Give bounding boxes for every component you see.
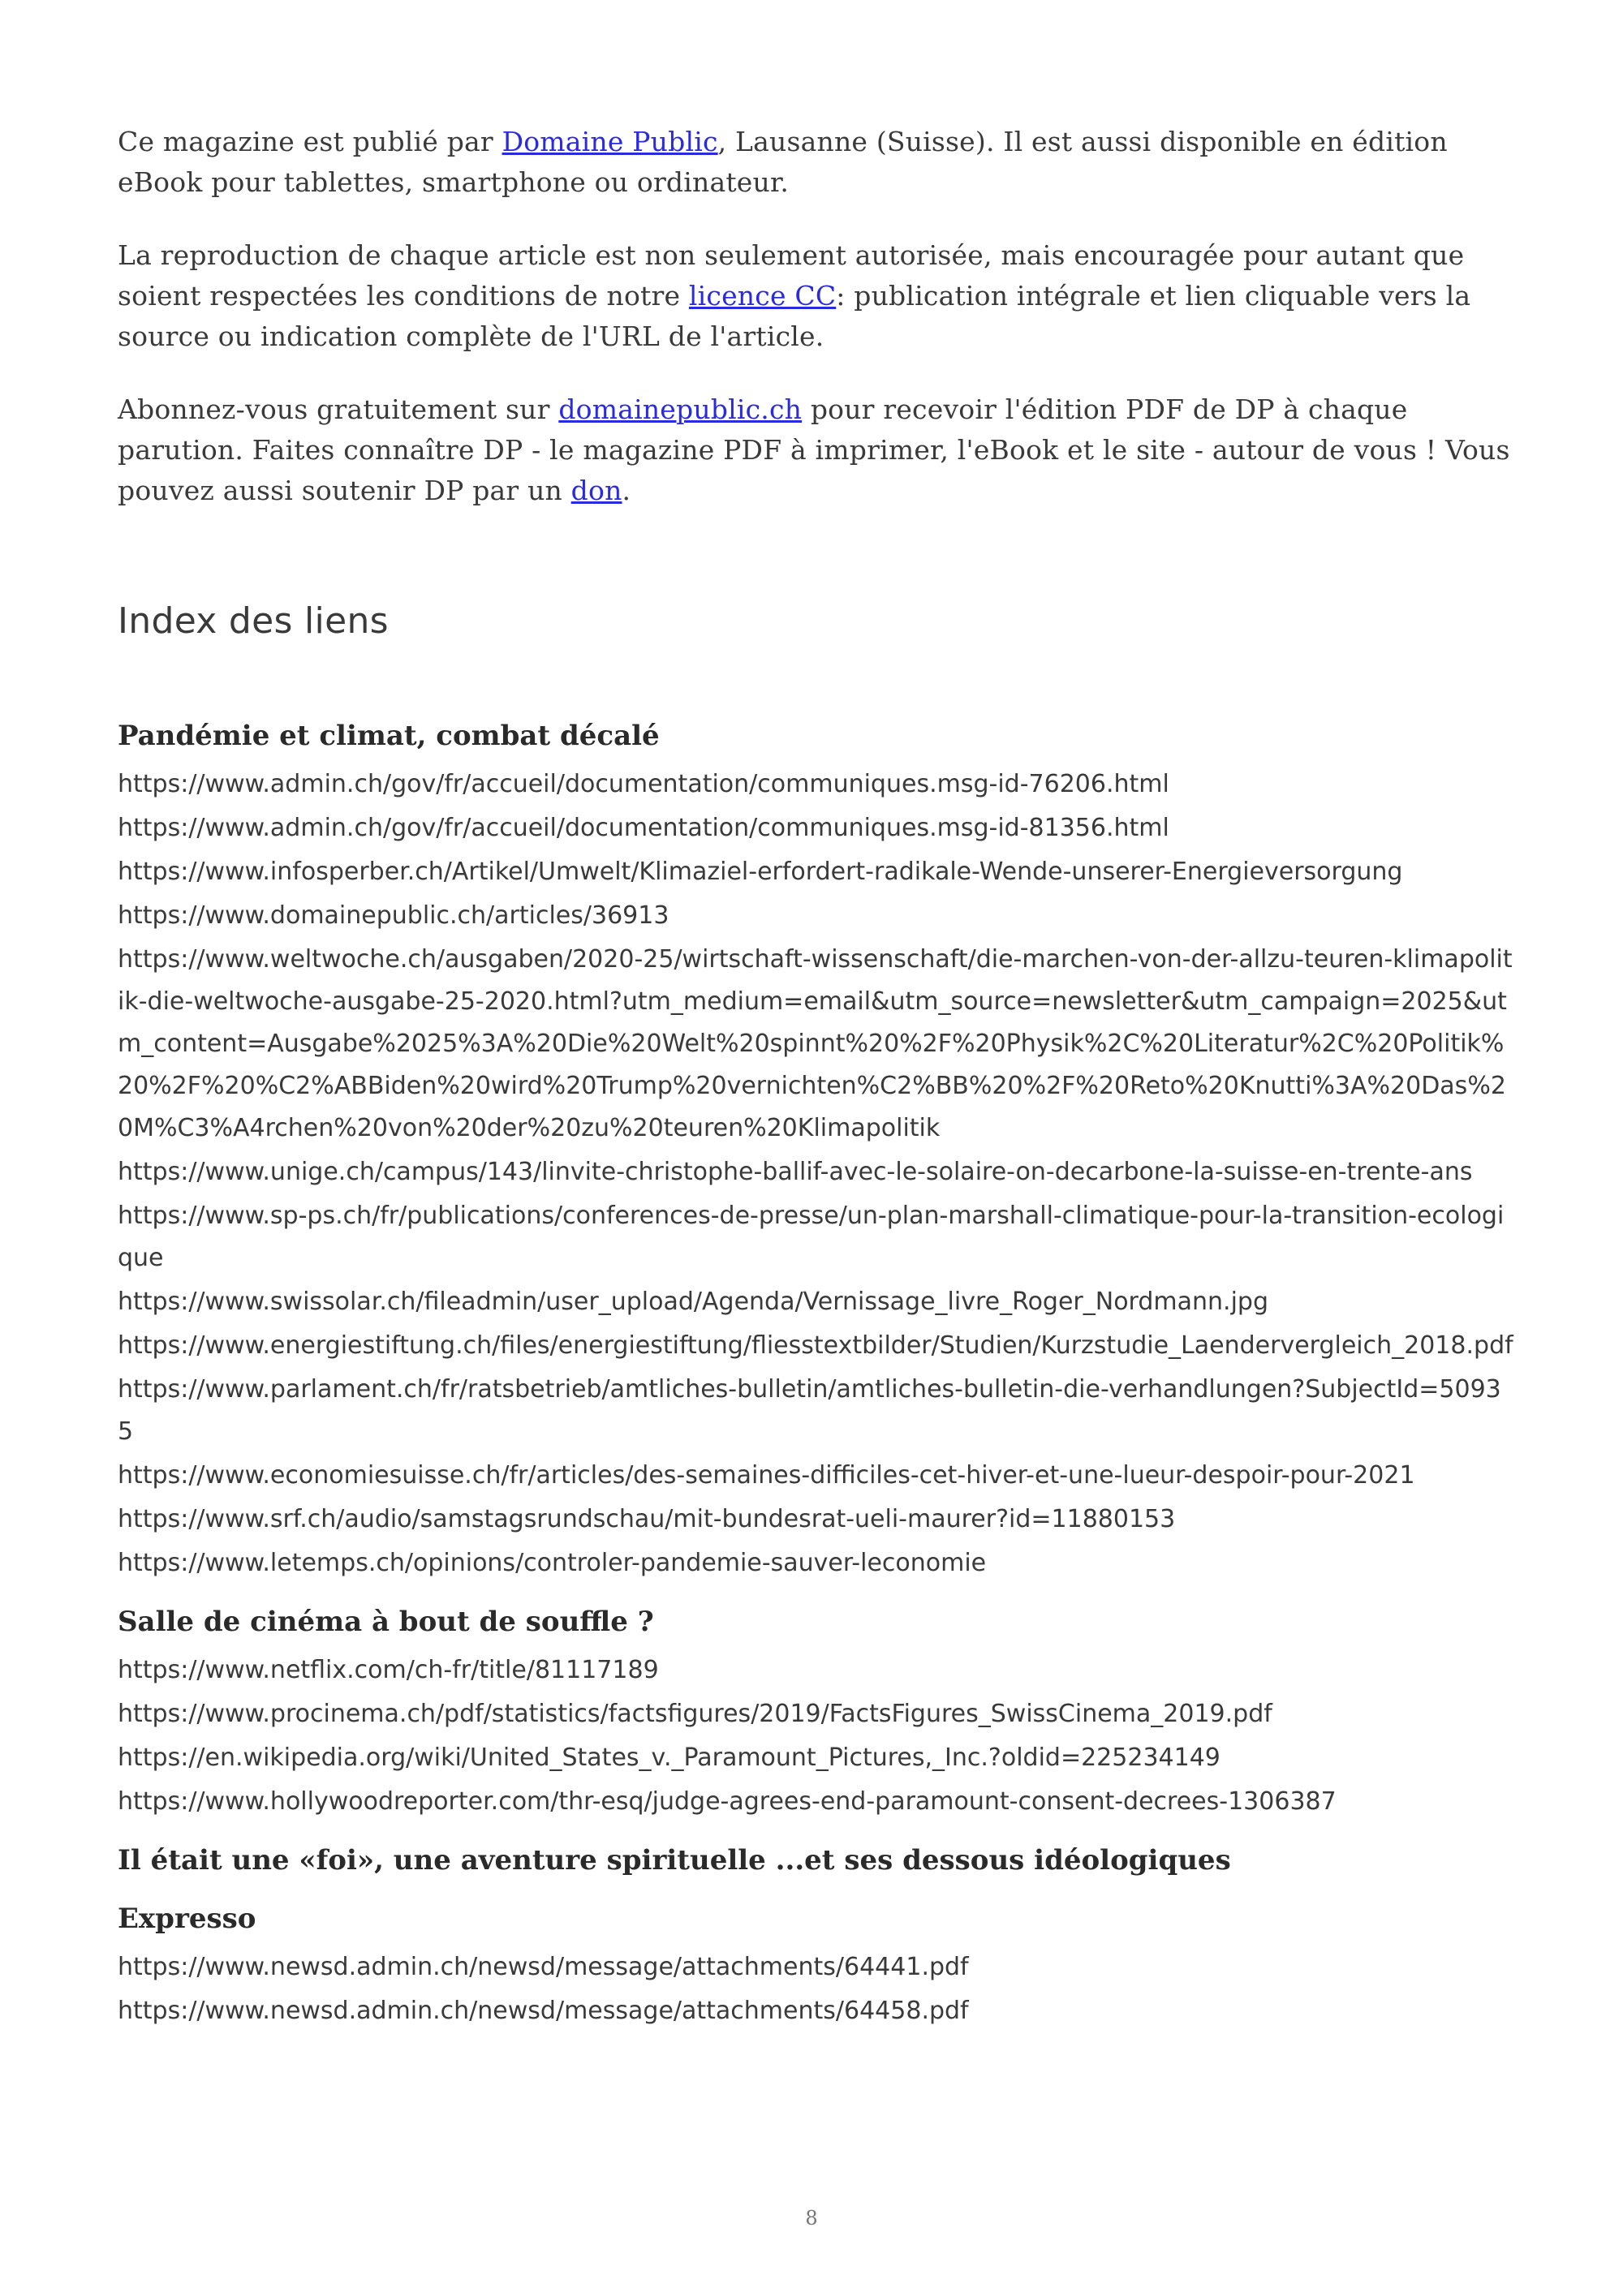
index-section xyxy=(118,1898,1513,2032)
intro-text: La reproduction de chaque article est non seulement autorisée, mais encouragée pour autant que soient respectées les conditions de notre xyxy=(118,239,1465,312)
page-number: 8 xyxy=(805,2207,818,2229)
intro-text: pour recevoir l'édition PDF de DP à chaque parution. Faites connaître DP - le magazine PDF à imprimer, l'eBook et le site - autour de vous ! Vous pouvez aussi soutenir DP par un xyxy=(118,393,1510,506)
intro-text: : publication intégrale et lien cliquable vers la source ou indication complète de l'URL de l'article. xyxy=(118,280,1471,352)
don-link[interactable]: don xyxy=(570,475,622,506)
domaine-public-link[interactable]: Domaine Public xyxy=(502,126,718,157)
index-link[interactable]: https://www.economiesuisse.ch/fr/articles/des-semaines-difficiles-cet-hiver-et-une-lueur-despoir-pour-2021 xyxy=(118,1461,1415,1490)
index-link[interactable]: https://en.wikipedia.org/wiki/United_States_v._Paramount_Pictures,_Inc.?oldid=225234149 xyxy=(118,1743,1220,1772)
licence-cc-link[interactable]: licence CC xyxy=(688,280,837,312)
domainepublic-link[interactable]: domainepublic.ch xyxy=(558,393,803,425)
index-link[interactable]: https://www.hollywoodreporter.com/thr-esq/judge-agrees-end-paramount-consent-decrees-1306387 xyxy=(118,1787,1337,1816)
intro-text: . xyxy=(622,475,631,506)
index-link[interactable]: https://www.letemps.ch/opinions/controler-pandemie-sauver-leconomie xyxy=(118,1549,987,1577)
index-link[interactable]: https://www.newsd.admin.ch/newsd/message/attachments/64441.pdf xyxy=(118,1953,969,1981)
index-link[interactable]: https://www.energiestiftung.ch/files/energiestiftung/fliesstextbilder/Studien/Kurzstudie_Laendervergleich_2018.pdf xyxy=(118,1331,1513,1360)
index-link[interactable]: https://www.unige.ch/campus/143/linvite-christophe-ballif-avec-le-solaire-on-decarbone-la-suisse-en-trente-ans xyxy=(118,1158,1473,1186)
index-section xyxy=(118,1839,1513,1881)
intro-text: , Lausanne (Suisse). Il est aussi disponible en édition eBook pour tablettes, smartphone ou ordinateur. xyxy=(118,126,1448,198)
section-title: Salle de cinéma à bout de souffle ? xyxy=(118,1606,654,1638)
index-section xyxy=(118,1601,1513,1823)
index-section xyxy=(118,715,1513,1584)
index-link[interactable]: https://www.admin.ch/gov/fr/accueil/documentation/communiques.msg-id-81356.html xyxy=(118,814,1169,842)
section-title: Expresso xyxy=(118,1903,256,1935)
index-link[interactable]: https://www.domainepublic.ch/articles/36913 xyxy=(118,901,669,930)
index-sections xyxy=(118,715,1513,2032)
intro-text: Ce magazine est publié par xyxy=(118,126,502,157)
index-heading: Index des liens xyxy=(118,600,389,642)
intro-paragraph-publisher xyxy=(118,122,1513,203)
page-content xyxy=(118,122,1513,2049)
index-link[interactable]: https://www.newsd.admin.ch/newsd/message/attachments/64458.pdf xyxy=(118,1997,969,2025)
intro-paragraph-license xyxy=(118,235,1513,357)
index-link[interactable]: https://www.swissolar.ch/fileadmin/user_upload/Agenda/Vernissage_livre_Roger_Nordmann.jpg xyxy=(118,1288,1268,1316)
intro-text: Abonnez-vous gratuitement sur xyxy=(118,393,559,425)
intro-paragraph-subscribe xyxy=(118,389,1513,511)
section-title: Pandémie et climat, combat décalé xyxy=(118,720,660,752)
index-link[interactable]: https://www.srf.ch/audio/samstagsrundschau/mit-bundesrat-ueli-maurer?id=11880153 xyxy=(118,1505,1176,1533)
index-link[interactable]: https://www.admin.ch/gov/fr/accueil/documentation/communiques.msg-id-76206.html xyxy=(118,770,1169,798)
index-link[interactable]: https://www.parlament.ch/fr/ratsbetrieb/amtliches-bulletin/amtliches-bulletin-die-verhandlungen?SubjectId=50935 xyxy=(118,1375,1501,1446)
index-link[interactable]: https://www.sp-ps.ch/fr/publications/conferences-de-presse/un-plan-marshall-climatique-pour-la-transition-ecologique xyxy=(118,1202,1505,1272)
section-title: Il était une «foi», une aventure spirituelle ...et ses dessous idéologiques xyxy=(118,1844,1231,1877)
index-link[interactable]: https://www.weltwoche.ch/ausgaben/2020-25/wirtschaft-wissenschaft/die-marchen-von-der-allzu-teuren-klimapolitik-die-weltwoche-ausgabe-25-2020.html?utm_medium=email&utm_source=newsletter&utm_campaign=2025&utm_content=Ausgabe%2025%3A%20Die%20Welt%20spinnt%20%2F%20Physik%2C%20Literatur%2C%20Politik%20%2F%20%C2%ABBiden%20wird%20Trump%20vernichten%C2%BB%20%2F%20Reto%20Knutti%3A%20Das%20M%C3%A4rchen%20von%20der%20zu%20teuren%20Klimapolitik xyxy=(118,945,1513,1142)
index-link[interactable]: https://www.procinema.ch/pdf/statistics/factsfigures/2019/FactsFigures_SwissCinema_2019.pdf xyxy=(118,1700,1272,1728)
index-link[interactable]: https://www.infosperber.ch/Artikel/Umwelt/Klimaziel-erfordert-radikale-Wende-unserer-Energieversorgung xyxy=(118,858,1403,886)
index-link[interactable]: https://www.netflix.com/ch-fr/title/81117189 xyxy=(118,1656,659,1684)
